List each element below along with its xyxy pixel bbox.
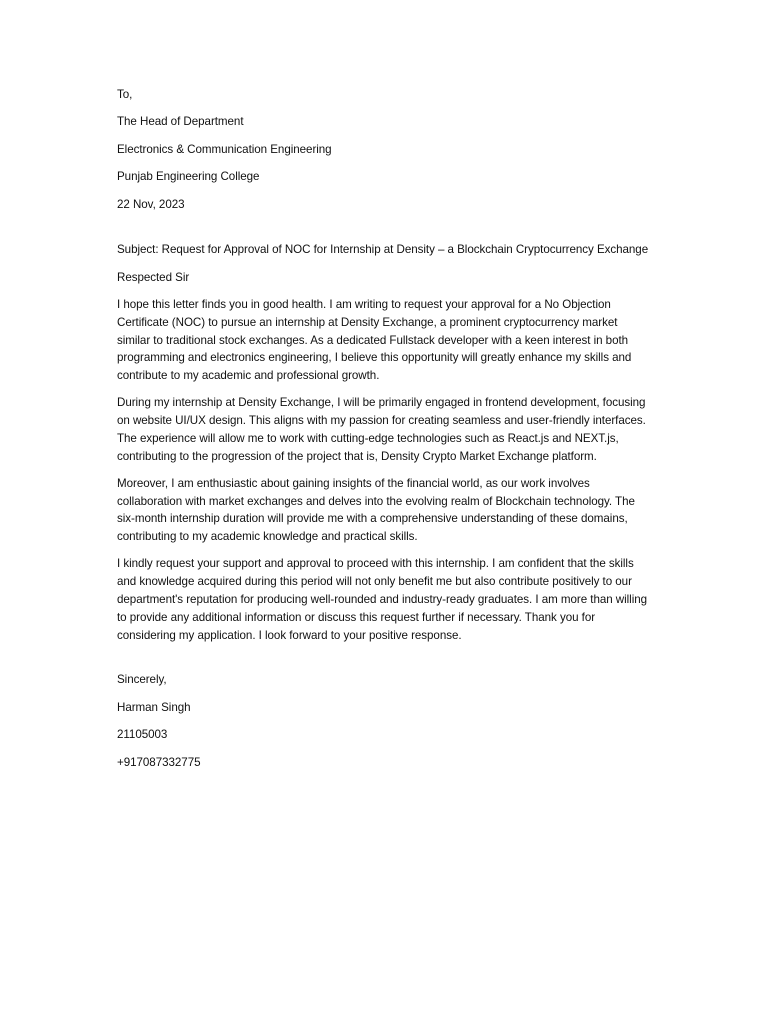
- letter-date: 22 Nov, 2023: [117, 197, 185, 211]
- signature-phone: +917087332775: [117, 755, 201, 769]
- recipient-college: Punjab Engineering College: [117, 170, 260, 184]
- body-paragraph-2: During my internship at Density Exchange, I will be primarily engaged in frontend development, focusing on website UI/UX design. This aligns with my passion for creating seamless and user-friendly interfaces. The experience will allow me to work with cutting-edge technologies such as React.js and NEXT.js, contributing to the progression of the project that is, Density Crypto Market Exchange platform.: [117, 396, 646, 463]
- recipient-department: Electronics & Communication Engineering: [117, 142, 332, 156]
- body-paragraph-3: Moreover, I am enthusiastic about gaining insights of the financial world, as our work involves collaboration with market exchanges and delves into the evolving realm of Blockchain technology. The six-month internship duration will provide me with a comprehensive understanding of these domains, contributing to my academic knowledge and practical skills.: [117, 476, 635, 544]
- letter-closing: Sincerely,: [117, 673, 167, 687]
- body-paragraph-4: I kindly request your support and approval to proceed with this internship. I am confident that the skills and knowledge acquired during this period will not only benefit me but also contribute positively to our department's reputation for producing well-rounded and industry-ready graduates. I am more than willing to provide any additional information or discuss this request further if necessary. Thank you for considering my application. I look forward to your positive response.: [117, 557, 648, 642]
- signature-name: Harman Singh: [117, 700, 191, 714]
- salutation-to: To,: [117, 88, 133, 101]
- letter-page: [117, 86, 652, 781]
- letter-greeting: Respected Sir: [117, 270, 190, 284]
- body-paragraph-1: I hope this letter finds you in good health. I am writing to request your approval for a No Objection Certificate (NOC) to pursue an internship at Density Exchange, a prominent cryptocurrency market similar to traditional stock exchanges. As a dedicated Fullstack developer with a keen interest in both programming and electronics engineering, I believe this opportunity will greatly enhance my skills and contribute to my academic and professional growth.: [117, 297, 632, 383]
- recipient-title: The Head of Department: [117, 115, 244, 129]
- signature-roll-number: 21105003: [117, 728, 168, 742]
- letter-subject: Subject: Request for Approval of NOC for Internship at Density – a Blockchain Cryptocurrency Exchange: [117, 243, 649, 257]
